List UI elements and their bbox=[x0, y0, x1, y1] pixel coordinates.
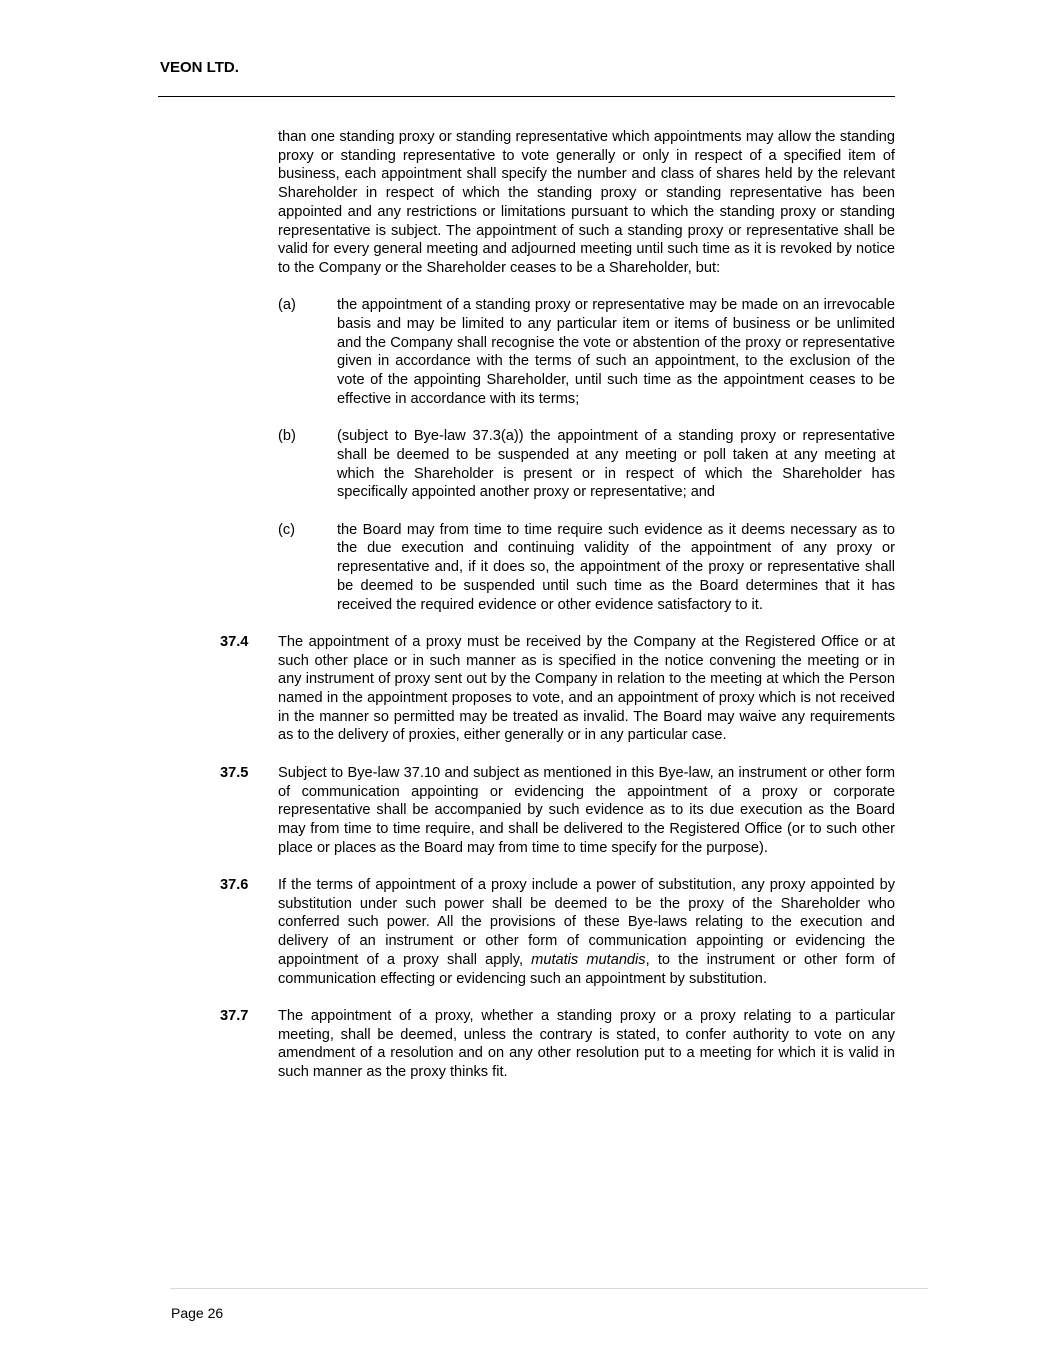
clause-37-4 bbox=[220, 633, 895, 745]
clause-number: 37.7 bbox=[220, 1007, 249, 1024]
latin-phrase: mutatis mutandis bbox=[531, 951, 646, 968]
footer-divider bbox=[170, 1288, 928, 1289]
clause-text-part: , to the instrument or other form of communication effecting or evidencing such an appointment by substitution. bbox=[278, 951, 895, 987]
header-divider bbox=[158, 96, 895, 97]
document-body bbox=[220, 128, 895, 1082]
clause-37-6 bbox=[220, 876, 895, 988]
intro-paragraph: than one standing proxy or standing representative which appointments may allow the standing proxy or standing representative to vote generally or only in respect of a specified item of business, each appointment shall specify the number and class of shares held by the relevant Shareholder in respect of which the standing proxy or standing representative has been appointed and any restrictions or limitations pursuant to which the standing proxy or standing representative is subject. The appointment of such a standing proxy or representative shall be valid for every general meeting and adjourned meeting until such time as it is revoked by notice to the Company or the Shareholder ceases to be a Shareholder, but: bbox=[278, 129, 895, 276]
clause-text: The appointment of a proxy, whether a standing proxy or a proxy relating to a particular meeting, shall be deemed, unless the contrary is stated, to confer authority to vote on any amendment of a resolution and on any other resolution put to a meeting for which it is valid in such manner as the proxy thinks fit. bbox=[278, 1007, 895, 1081]
clause-number: 37.6 bbox=[220, 877, 249, 894]
clause-text: Subject to Bye-law 37.10 and subject as mentioned in this Bye-law, an instrument or other form of communication appointing or evidencing the appointment of a proxy or corporate representative shall be accompanied by such evidence as to its due execution as the Board may from time to time require, and shall be delivered to the Registered Office (or to such other place or places as the Board may from time to time specify for the purpose). bbox=[278, 764, 895, 856]
sub-item-b bbox=[278, 427, 895, 502]
page-number: Page 26 bbox=[171, 1305, 224, 1321]
clause-number: 37.5 bbox=[220, 764, 249, 781]
clause-37-7 bbox=[220, 1007, 895, 1082]
sub-item-label: (b) bbox=[278, 428, 296, 445]
sub-item-text: the Board may from time to time require such evidence as it deems necessary as to the due execution and continuing validity of the appointment of any proxy or representative and, if it does so, the appointment of the proxy or representative shall be deemed to be suspended until such time as the Board determines that it has received the required evidence or other evidence satisfactory to it. bbox=[337, 521, 895, 613]
clause-text-part: If the terms of appointment of a proxy include a power of substitution, any proxy appointed by substitution under such power shall be deemed to be the proxy of the Shareholder who conferred such power. All the provisions of these Bye-laws relating to the execution and delivery of an instrument or other form of communication appointing or evidencing the appointment of a proxy shall apply, bbox=[278, 877, 895, 968]
sub-item-label: (a) bbox=[278, 297, 296, 314]
sub-item-c bbox=[278, 521, 895, 615]
sub-item-text: the appointment of a standing proxy or representative may be made on an irrevocable basis and may be limited to any particular item or items of business or be unlimited and the Company shall recognise the vote or abstention of the proxy or representative given in accordance with the terms of such an appointment, to the exclusion of the vote of the appointing Shareholder, until such time as the appointment ceases to be effective in accordance with its terms; bbox=[337, 297, 895, 407]
sub-item-text: (subject to Bye-law 37.3(a)) the appointment of a standing proxy or representative shall be deemed to be suspended at any meeting or poll taken at any meeting at which the Shareholder is present or in respect of which the Shareholder has specifically appointed another proxy or representative; and bbox=[337, 428, 895, 501]
clause-number: 37.4 bbox=[220, 633, 249, 650]
document-header-company: VEON LTD. bbox=[160, 59, 239, 76]
clause-text bbox=[278, 876, 895, 988]
sub-item-a bbox=[278, 296, 895, 408]
clause-37-5 bbox=[220, 764, 895, 858]
clause-text: The appointment of a proxy must be received by the Company at the Registered Office or at such other place or in such manner as is specified in the notice convening the meeting or in any instrument of proxy sent out by the Company in relation to the meeting at which the Person named in the appointment proposes to vote, and an appointment of proxy which is not received in the manner so permitted may be treated as invalid. The Board may waive any requirements as to the delivery of proxies, either generally or in any particular case. bbox=[278, 633, 895, 744]
sub-item-label: (c) bbox=[278, 521, 296, 538]
